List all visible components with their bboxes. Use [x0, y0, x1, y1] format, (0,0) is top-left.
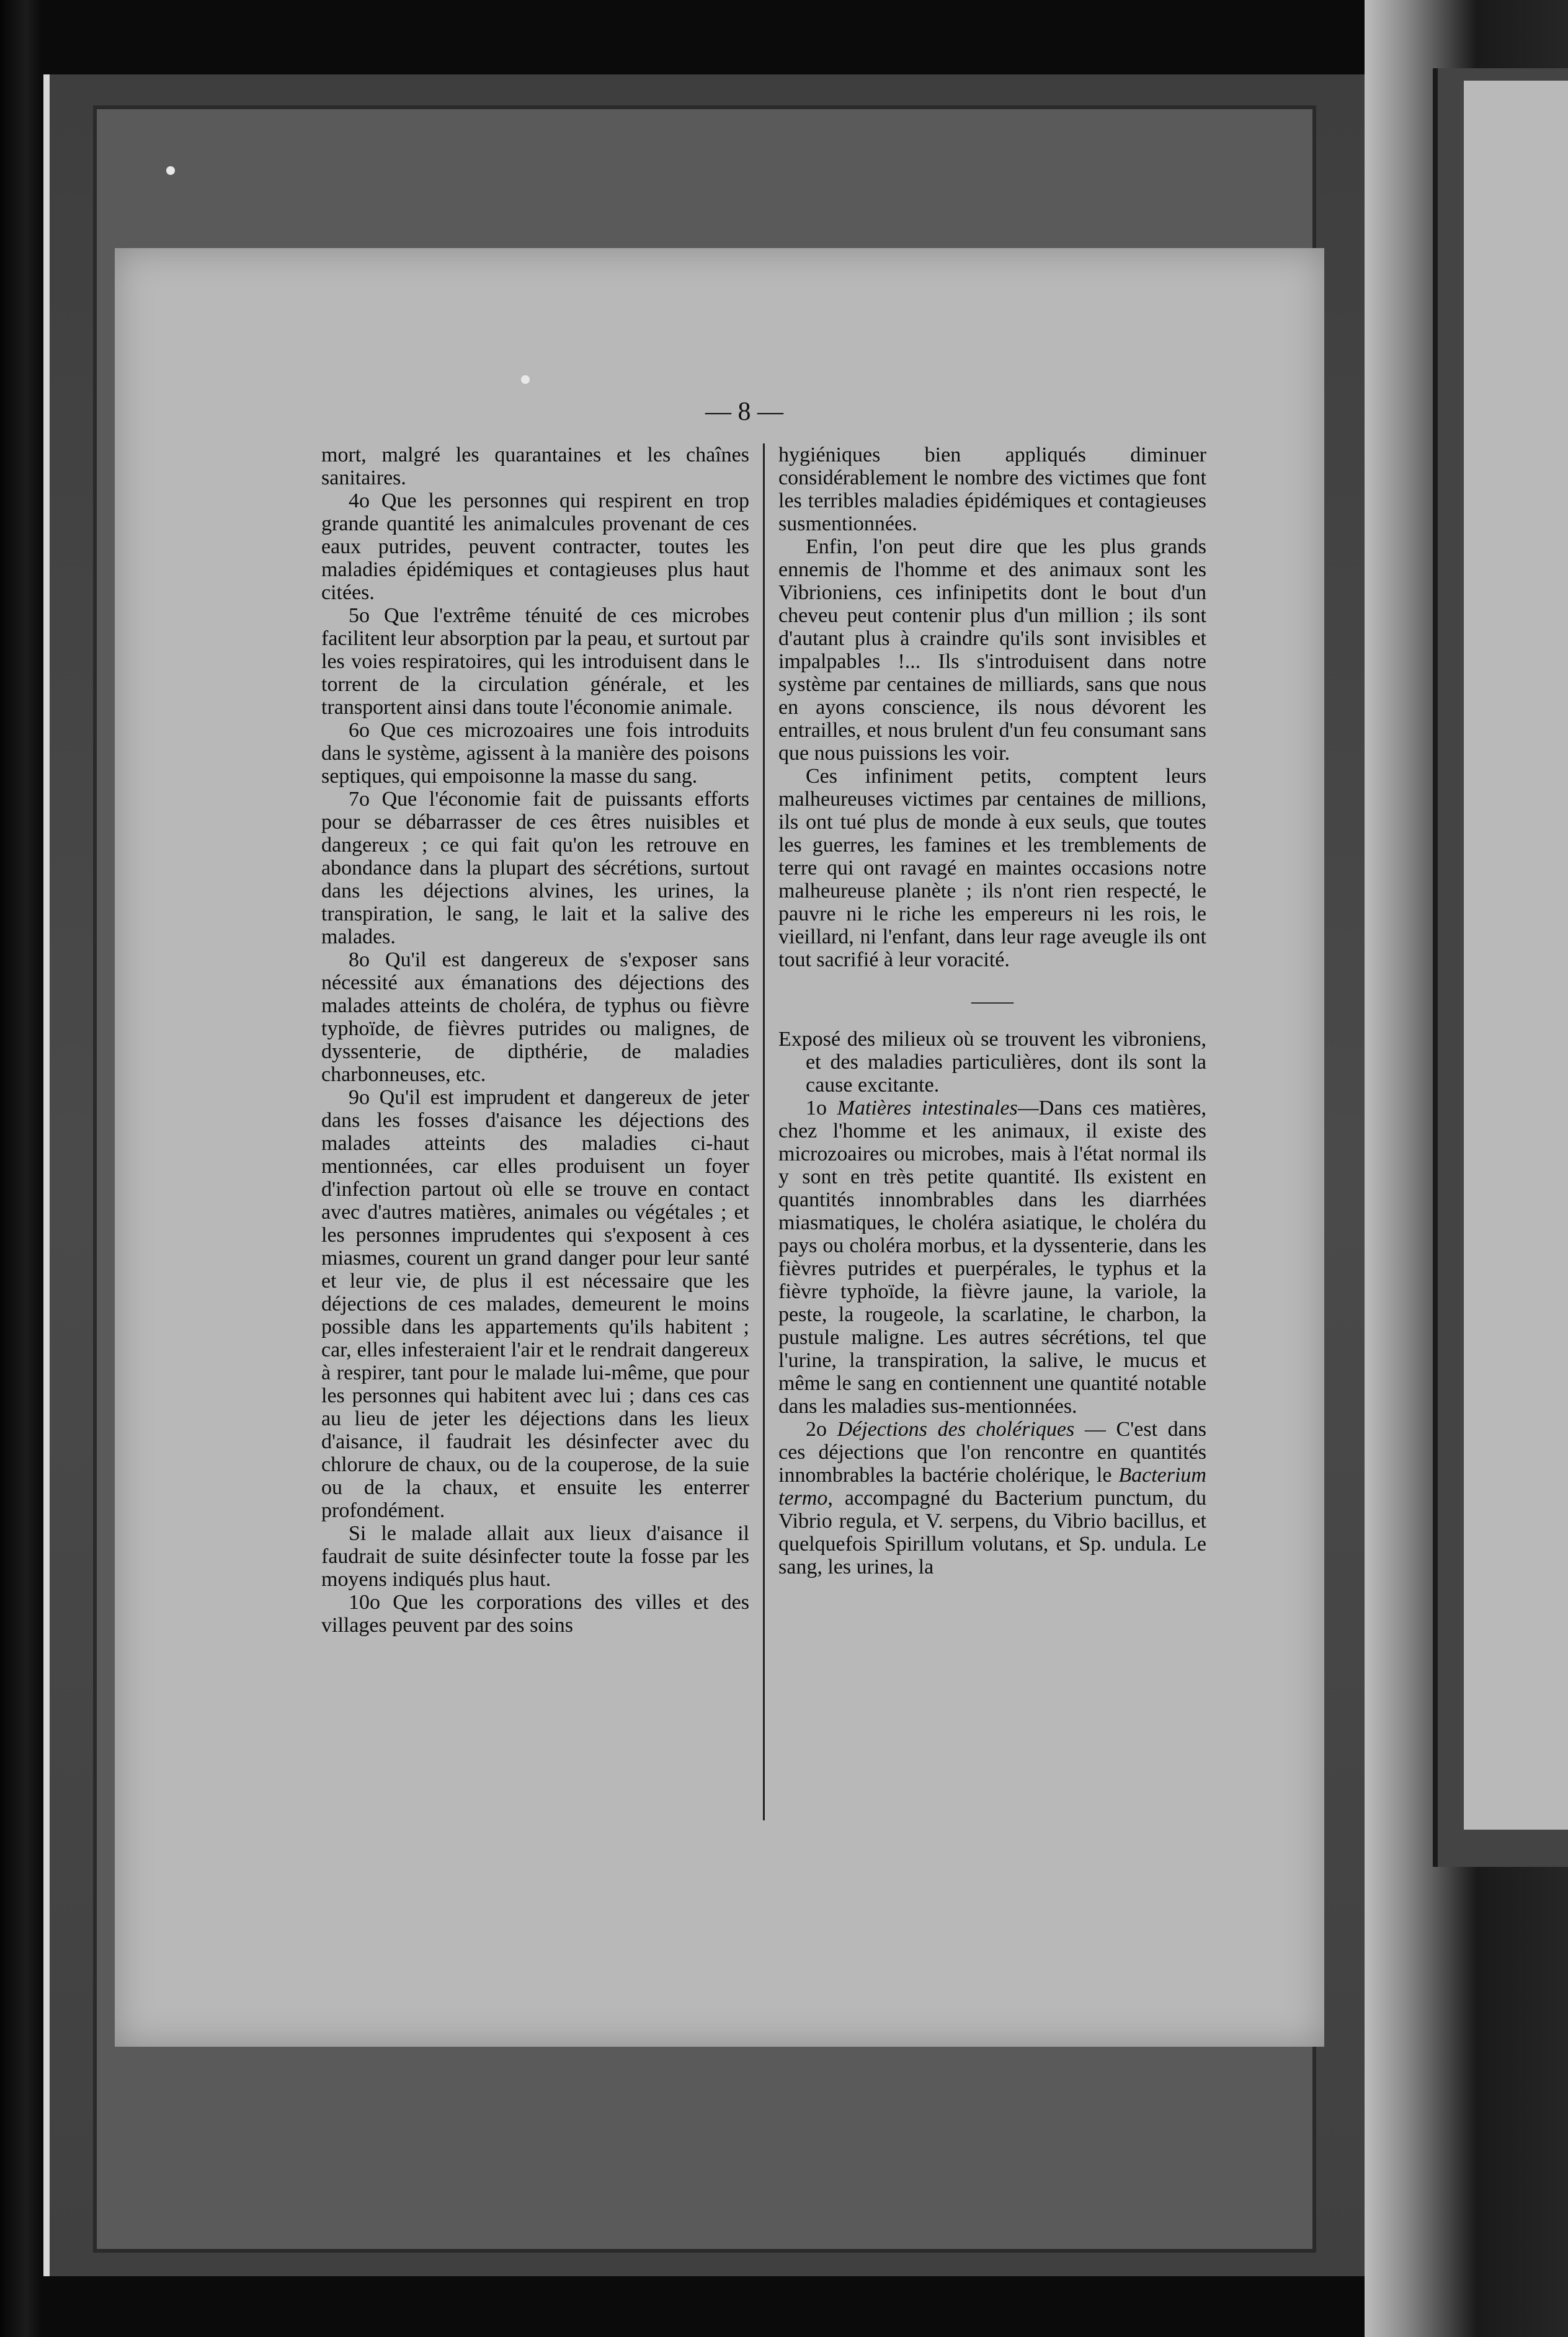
paragraph: Ces infiniment petits, comptent leurs malheureuses victimes par centaines de millions, ils ont tué plus de monde à eux seuls, que toutes les guerres, les famines et les tremblements de terre qui ont ravagé en maintes occasions notre malheureuse planète ; ils n'ont rien respecté, le pauvre ni le riche les empereurs ni les rois, le vieillard, ni l'enfant, dans leur rage aveugle ils ont tout sacrifié à leur voracité. [778, 765, 1206, 971]
paragraph: 8o Qu'il est dangereux de s'exposer sans nécessité aux émanations des déjections des malades atteints de choléra, de typhus ou fièvre typhoïde, de fièvres putrides ou malignes, de dyssenterie, de dipthérie, de maladies charbonneuses, etc. [321, 948, 749, 1086]
paragraph: Si le malade allait aux lieux d'aisance il faudrait de suite désinfecter toute la fosse par les moyens indiqués plus haut. [321, 1522, 749, 1591]
paragraph-dejections-choleriques [778, 1418, 1206, 1578]
paragraph: Enfin, l'on peut dire que les plus grands ennemis de l'homme et des animaux sont les Vibrioniens, ces infinipetits dont le bout d'un cheveu peut contenir plus d'un million ; ils sont d'autant plus à craindre qu'ils sont invisibles et impalpables !... Ils s'introduisent dans notre système par centaines de milliards, sans que nous en ayons conscience, ils nous dévorent les entrailles, et nous brulent d'un feu consumant sans que nous puissions les voir. [778, 535, 1206, 765]
item-text: — C'est dans ces déjections que l'on rencontre en quantités innombrables la bactérie cholérique, le [778, 1418, 1206, 1487]
left-column [321, 443, 749, 1637]
paragraph: 5o Que l'extrême ténuité de ces microbes facilitent leur absorption par la peau, et surtout par les voies respiratoires, qui les introduisent dans le torrent de la circulation générale, et les transportent ainsi dans toute l'économie animale. [321, 604, 749, 719]
scan-speck [521, 375, 530, 384]
paragraph-matieres-intestinales [778, 1097, 1206, 1418]
paragraph: 6o Que ces microzoaires une fois introduits dans le système, agissent à la manière des poisons septiques, qui empoisonne la masse du sang. [321, 719, 749, 788]
item-number: 2o [806, 1418, 827, 1441]
paragraph: 9o Qu'il est imprudent et dangereux de jeter dans les fosses d'aisance les déjections des malades atteints des maladies ci-haut mentionnées, car elles produisent un foyer d'infection partout où elle se trouve en contact avec d'autres matières, animales ou végétales ; et les personnes imprudentes qui s'exposent à ces miasmes, courent un grand danger pour leur santé et leur vie, de plus il est nécessaire que les déjections de ces malades, demeurent le moins possible dans les appartements qu'ils habitent ; car, elles infesteraient l'air et le rendrait dangereux à respirer, tant pour le malade lui-même, que pour les personnes qui habitent avec lui ; dans ces cas au lieu de jeter les déjections dans les lieux d'aisance, il faudrait les désinfecter avec du chlorure de chaux, ou de la couperose, de la suie ou de la chaux, et ensuite les enterrer profondément. [321, 1086, 749, 1522]
item-label: Matières intestinales [837, 1097, 1018, 1120]
film-edge-left [0, 0, 43, 2337]
item-label-inline: Bacterium termo [778, 1464, 1206, 1510]
paragraph: 10o Que les corporations des villes et des villages peuvent par des soins [321, 1591, 749, 1637]
right-column [778, 443, 1206, 1578]
item-number: 1o [806, 1097, 827, 1120]
item-text: , accompagné du Bacterium punctum, du Vibrio regula, et V. serpens, du Vibrio bacillus, et quelquefois Spirillum volutans, et Sp. undula. Le sang, les urines, la [778, 1487, 1206, 1578]
paragraph: hygiéniques bien appliqués diminuer considérablement le nombre des victimes que font les terribles maladies épidémiques et contagieuses susmentionnées. [778, 443, 1206, 535]
section-separator: —— [971, 990, 1013, 1013]
scan-speck [166, 166, 175, 175]
paragraph: 7o Que l'économie fait de puissants efforts pour se débarrasser de ces êtres nuisibles et dangereux ; ce qui fait qu'on les retrouve en abondance dans la plupart des sécrétions, surtout dans les déjections alvines, les urines, la transpiration, le sang, le lait et la salive des malades. [321, 788, 749, 948]
paragraph: 4o Que les personnes qui respirent en trop grande quantité les animalcules provenant de ces eaux putrides, peuvent contracter, toutes les maladies épidémiques et contagieuses plus haut citées. [321, 489, 749, 604]
item-label: Déjections des cholériques [837, 1418, 1075, 1441]
page-number: — 8 — [705, 398, 783, 426]
item-text: —Dans ces matières, chez l'homme et les animaux, il existe des microzoaires ou microbes, mais à l'état normal ils y sont en très petite quantité. Ils existent en quantités innombrables dans les diarrhées miasmatiques, le choléra asiatique, le choléra du pays ou choléra morbus, et la dyssenterie, dans les fièvres putrides et puerpérales, le typhus et la fièvre typhoïde, la fièvre jaune, la variole, la peste, la rougeole, la scarlatine, le charbon, la pustule maligne. Les autres sécrétions, tel que l'urine, la transpiration, la salive, le mucus et même le sang en contiennent une quantité notable dans les maladies sus-mentionnées. [778, 1097, 1206, 1418]
section-title: Exposé des milieux où se trouvent les vibroniens, et des maladies particulières, dont ils sont la cause excitante. [778, 1028, 1206, 1097]
column-divider [763, 443, 765, 1820]
adjacent-page [1464, 81, 1568, 1830]
paragraph: mort, malgré les quarantaines et les chaînes sanitaires. [321, 443, 749, 489]
